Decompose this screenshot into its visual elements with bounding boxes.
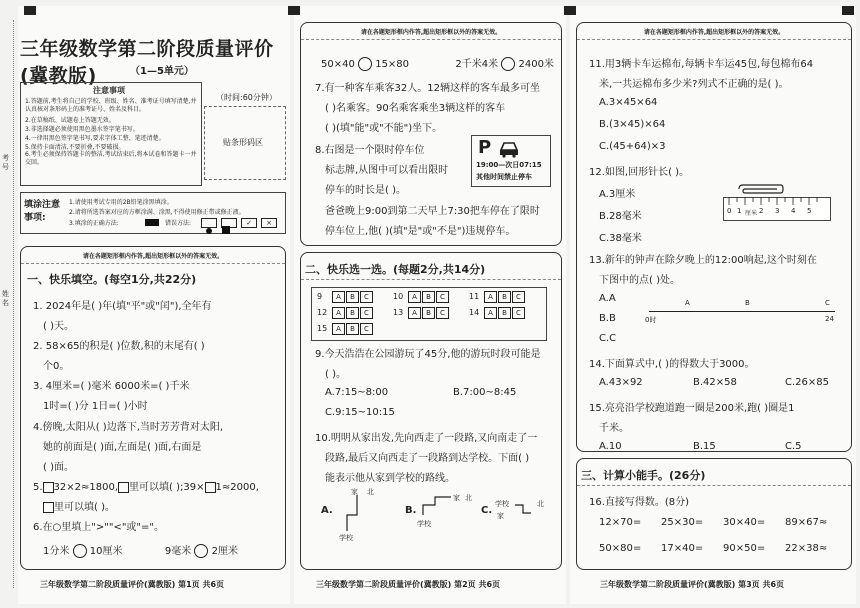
choice-number: 10 (393, 292, 404, 301)
choice-bubble-c[interactable]: C (512, 291, 525, 303)
answer-notice: 请在各题矩形框内作答,超出矩形框以外的答案无效。 (360, 29, 502, 36)
compare-right-3: 15×80 (375, 59, 410, 70)
answer-region-2b[interactable] (300, 252, 562, 570)
blank-square (43, 482, 54, 493)
route-option-b-label: B. (405, 505, 417, 516)
choice-bubble-b[interactable]: B (346, 307, 359, 319)
barcode-area (204, 106, 286, 180)
route-b-school: 学校 (417, 520, 431, 528)
choice-bubble-a[interactable]: A (484, 291, 497, 303)
choice-bubble-b[interactable]: B (346, 291, 359, 303)
binding-line (13, 20, 14, 588)
question-13-cont: 下图中的点( )处。 (599, 275, 680, 286)
route-c-home: 家 (497, 512, 504, 520)
question-9-cont: ( )。 (325, 369, 346, 380)
route-b-home: 家 (453, 494, 460, 502)
parking-time: 19:00—次日07:15 (476, 161, 542, 169)
question-13: 13.新年的钟声在除夕晚上的12:00响起,这个时刻在 (589, 255, 817, 266)
route-b-north: 北 (465, 494, 472, 502)
choice-item (393, 307, 449, 319)
calc-item: 25×30= (661, 517, 704, 528)
choice-item (469, 291, 525, 303)
question-9: 9.今天浩浩在公园游玩了45分,他的游玩时段可能是 (315, 349, 541, 360)
choice-bubble-c[interactable]: C (512, 307, 525, 319)
choice-item (469, 307, 525, 319)
question-4: 4.傍晚,太阳从( )边落下,当时芳芳背对太阳, (33, 422, 224, 433)
divider (577, 39, 851, 40)
question-13-option-b: B.B (599, 313, 616, 324)
compare-left-3: 50×40 (321, 59, 355, 70)
choice-number: 9 (317, 292, 323, 301)
question-5-part-d: 里可以填( )。 (54, 502, 115, 513)
answer-region-2a[interactable] (300, 22, 562, 246)
question-7-cont2: ( )(填"能"或"不能")坐下。 (325, 123, 443, 134)
ruler-figure (723, 183, 833, 223)
choice-number: 12 (317, 308, 328, 317)
compare-left-4: 2千米4米 (455, 59, 499, 70)
compare-circle[interactable] (358, 57, 372, 71)
notice-title: 注意事项 (93, 86, 125, 95)
side-label-name: 姓名 (2, 290, 9, 307)
question-5-number: 5. (33, 482, 43, 493)
compare-right-1: 10厘米 (89, 546, 123, 557)
question-9-option-c: C.9:15~10:15 (325, 407, 395, 418)
question-4-cont2: ( )面。 (43, 462, 74, 473)
question-14-option-c: C.26×85 (785, 377, 829, 388)
route-map-c (513, 499, 537, 519)
calc-item: 50×80= (599, 543, 642, 554)
question-8-cont3: 爸爸晚上9:00到第二天早上7:30把车停在了限时 (325, 206, 540, 217)
calc-item: 17×40= (661, 543, 704, 554)
notice-line: 4.一律用黑色签字笔书写,要求字体工整、笔迹清楚。 (25, 135, 165, 142)
choice-bubble-c[interactable]: C (360, 307, 373, 319)
barcode-label: 贴条形码区 (223, 138, 263, 147)
choice-bubble-a[interactable]: A (332, 291, 345, 303)
route-option-c-label: C. (481, 505, 493, 516)
exam-title: 三年级数学第二阶段质量评价(冀教版) (20, 38, 274, 87)
question-13-option-c: C.C (599, 333, 617, 344)
divider (301, 39, 561, 40)
question-6-items (43, 542, 238, 558)
divider (301, 279, 561, 280)
fill-wrong-label: 错误方法: (165, 220, 192, 227)
question-2: 2. 58×65的积是( )位数,积的末尾有( ) (33, 341, 205, 352)
fill-line: 1.请使用考试专用的2B铅笔涂黑填涂。 (69, 199, 173, 206)
answer-region-3b[interactable] (576, 458, 852, 570)
question-11-option-a: A.3×45×64 (599, 97, 658, 108)
question-16: 16.直接写得数。(8分) (589, 497, 690, 508)
fill-line: 3.填涂的正确方法: (69, 220, 119, 227)
divider (21, 263, 285, 264)
page-footer: 三年级数学第二阶段质量评价(冀教版) 第2页 共6页 (316, 580, 501, 589)
timeline-figure (645, 299, 841, 329)
ruler-tick-0: 0 (727, 207, 732, 215)
page-footer: 三年级数学第二阶段质量评价(冀教版) 第1页 共6页 (40, 580, 225, 589)
notice-line: 5.保持卡面清洁,不要折叠,不要破损。 (25, 144, 125, 151)
compare-right-2: 2厘米 (211, 546, 238, 557)
question-10-cont2: 能表示他从家到学校的路线。 (325, 473, 455, 484)
question-8-cont4: 停车位上,他( )(填"是"或"不是")违规停车。 (325, 226, 516, 237)
question-9-option-a: A.7:15~8:00 (325, 387, 389, 398)
notice-line: 1.答题前,考生将自己的学校、班级、姓名、准考证号填写清楚,并认真核对条形码上的准考证号、姓名及科目。 (25, 98, 197, 113)
section-2-heading: 二、快乐选一选。(每题2分,共14分) (305, 263, 486, 276)
parking-note: 其他时间禁止停车 (476, 173, 532, 181)
choice-item (317, 307, 373, 319)
route-c-north: 北 (537, 500, 544, 508)
section-1-heading: 一、快乐填空。(每空1分,共22分) (27, 273, 197, 286)
time-limit: （时间:60分钟） (216, 93, 277, 102)
ruler-tick-1: 1 (737, 207, 742, 215)
corner-mark (842, 6, 854, 15)
question-8: 8.右图是一个限时停车位 (315, 145, 425, 156)
route-a-school: 学校 (339, 534, 353, 542)
fill-label: 填涂注意事项: (24, 200, 61, 223)
parking-p-letter: P (478, 137, 492, 158)
fill-instructions (20, 192, 286, 234)
choice-number: 14 (469, 308, 480, 317)
question-5 (33, 478, 259, 493)
page-2 (294, 6, 566, 604)
question-5-part-a: 32×2≈1800, (53, 482, 119, 493)
choice-bubble-b[interactable]: B (346, 323, 359, 335)
corner-mark (288, 6, 300, 15)
choice-number: 13 (393, 308, 404, 317)
question-10-cont: 段路,最后又向西走了一段路到达学校。下面( ) (325, 453, 530, 464)
notice-line: 2.在草稿纸、试题卷上答题无效。 (25, 117, 115, 124)
ruler-tick-2: 2 (759, 207, 764, 215)
answer-region-1[interactable] (20, 246, 286, 570)
question-14: 14.下面算式中,( )的得数大于3000。 (589, 359, 755, 370)
answer-notice: 请在各题矩形框内作答,超出矩形框以外的答案无效。 (643, 29, 785, 36)
question-2-cont: 个0。 (43, 361, 70, 372)
question-3: 3. 4厘米=( )毫米 6000米=( )千米 (33, 381, 190, 392)
question-11: 11.用3辆卡车运棉布,每辆卡车运45包,每包棉布64 (589, 59, 814, 70)
choice-number: 15 (317, 324, 328, 333)
wrong-fill-cross: × (261, 218, 277, 228)
ruler-tick-3: 3 (775, 207, 780, 215)
route-a-north: 北 (367, 488, 374, 496)
answer-region-3a[interactable] (576, 22, 852, 452)
calc-item: 12×70= (599, 517, 642, 528)
calc-item: 30×40= (723, 517, 766, 528)
choice-bubble-c[interactable]: C (436, 307, 449, 319)
fill-line: 2.请将所选答案对应的方框涂满、涂黑,不得使用修正带或修正液。 (69, 209, 245, 216)
compare-circle[interactable] (501, 57, 515, 71)
choice-bubble-a[interactable]: A (408, 291, 421, 303)
corner-mark (564, 6, 576, 15)
timeline-point-c: C (825, 299, 830, 307)
notice-line: 6.考生必须保持答题卡的整洁,考试结束后,将本试卷和答题卡一并交回。 (25, 151, 197, 166)
question-14-option-b: B.42×58 (693, 377, 737, 388)
page-1 (18, 6, 290, 604)
blank-square (118, 482, 129, 493)
question-9-option-b: B.7:00~8:45 (453, 387, 517, 398)
route-a-home: 家 (351, 488, 358, 496)
blank-square (205, 482, 216, 493)
question-10: 10.明明从家出发,先向西走了一段路,又向南走了一 (315, 433, 538, 444)
question-6: 6.在○里填上">""<"或"="。 (33, 522, 165, 533)
ruler-ticks (723, 197, 829, 207)
ruler-unit: 厘米 (745, 210, 758, 217)
wrong-fill-half (221, 218, 237, 228)
timeline-start: 0时 (645, 316, 657, 324)
choice-bubble-a[interactable]: A (332, 323, 345, 335)
route-c-school: 学校 (495, 500, 509, 508)
corner-mark (24, 6, 36, 15)
question-5-part-c: 1≈2000, (215, 482, 259, 493)
compare-right-4: 2400米 (518, 59, 554, 70)
question-12-option-c: C.38毫米 (599, 233, 642, 244)
question-15-option-a: A.10 (599, 441, 622, 452)
question-7: 7.有一种客车乘客32人。12辆这样的客车最多可坐 (315, 83, 540, 94)
route-option-a-label: A. (321, 505, 333, 516)
choice-bubble-b[interactable]: B (498, 291, 511, 303)
question-14-option-a: A.43×92 (599, 377, 643, 388)
question-12-option-a: A.3厘米 (599, 189, 636, 200)
question-12: 12.如图,回形针长( )。 (589, 167, 690, 178)
ruler-tick-4: 4 (791, 207, 796, 215)
notice-line: 3.非选择题必须使用黑色墨水签字笔书写。 (25, 126, 139, 133)
page-3 (570, 6, 856, 604)
compare-circle[interactable] (194, 544, 208, 558)
choice-bubble-a[interactable]: A (332, 307, 345, 319)
calc-item: 89×67≈ (785, 517, 828, 528)
choice-bubble-c[interactable]: C (360, 323, 373, 335)
timeline-point-a: A (685, 299, 690, 307)
question-3-cont: 1时=( )分 1日=( )小时 (43, 401, 148, 412)
question-15: 15.亮亮沿学校跑道跑一圈是200米,跑( )圈是1 (589, 403, 795, 414)
compare-left-1: 1分米 (43, 546, 70, 557)
choice-number: 11 (469, 292, 480, 301)
question-1-cont: ( )天。 (43, 321, 74, 332)
answer-notice: 请在各题矩形框内作答,超出矩形框以外的答案无效。 (82, 253, 224, 260)
question-5-cont (43, 498, 115, 513)
question-4-cont: 她的前面是( )面,左面是( )面,右面是 (43, 442, 202, 453)
timeline-point-b: B (745, 299, 750, 307)
choice-bubble-c[interactable]: C (436, 291, 449, 303)
question-11-option-c: C.(45+64)×3 (599, 141, 666, 152)
compare-circle[interactable] (73, 544, 87, 558)
paper-clip-icon (737, 183, 785, 195)
page-footer: 三年级数学第二阶段质量评价(冀教版) 第3页 共6页 (600, 580, 785, 589)
question-5-part-b: 里可以填( );39× (129, 482, 205, 493)
parking-sign (471, 135, 551, 187)
choice-item (393, 291, 449, 303)
compare-left-2: 9毫米 (164, 546, 192, 557)
choice-bubble-b[interactable]: B (422, 307, 435, 319)
correct-fill-sample (145, 219, 159, 226)
question-15-option-b: B.15 (693, 441, 716, 452)
section-3-heading: 三、计算小能手。(26分) (581, 469, 706, 482)
choice-bubble-b[interactable]: B (422, 291, 435, 303)
question-13-option-a: A.A (599, 293, 616, 304)
choice-bubble-a[interactable]: A (408, 307, 421, 319)
ruler-tick-5: 5 (807, 207, 812, 215)
question-11-option-b: B.(3×45)×64 (599, 119, 666, 130)
blank-square (43, 502, 54, 513)
question-8-cont: 标志牌,从图中可以看出限时 (325, 165, 449, 176)
wrong-fill-dot (201, 218, 217, 228)
timeline-end: 24 (825, 315, 834, 323)
question-11-cont: 米,一共运棉布多少米?列式不正确的是( )。 (599, 79, 789, 90)
divider (577, 485, 851, 486)
calc-item: 90×50= (723, 543, 766, 554)
exam-subtitle: （1—5单元） (130, 66, 194, 77)
choice-item (317, 291, 373, 303)
calc-item: 22×38≈ (785, 543, 828, 554)
side-label-exam-number: 考号 (2, 154, 9, 171)
choice-item (317, 323, 373, 335)
question-1: 1. 2024年是( )年(填"平"或"闰"),全年有 (33, 301, 212, 312)
choice-bubble-c[interactable]: C (360, 291, 373, 303)
question-15-cont: 千米。 (599, 423, 629, 434)
choice-bubble-a[interactable]: A (484, 307, 497, 319)
question-12-option-b: B.28毫米 (599, 211, 642, 222)
question-15-option-c: C.5 (785, 441, 802, 452)
notice-box (20, 82, 202, 186)
question-8-cont2: 停车的时长是( )。 (325, 185, 406, 196)
timeline-line (649, 311, 835, 312)
question-7-cont: ( )名乘客。90名乘客乘坐3辆这样的客车 (325, 103, 506, 114)
choice-bubble-b[interactable]: B (498, 307, 511, 319)
compare-row (321, 55, 554, 71)
car-icon (498, 138, 520, 158)
wrong-fill-check: ✓ (241, 218, 257, 228)
